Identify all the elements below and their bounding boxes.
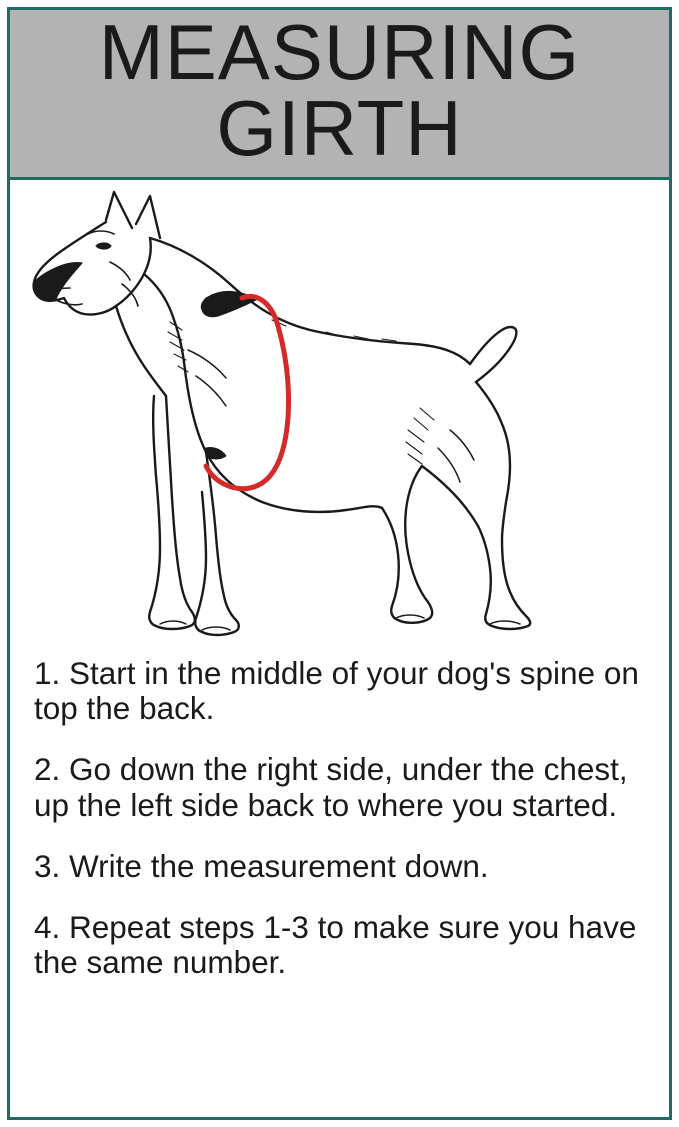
instruction-step-1: 1. Start in the middle of your dog's spine on top the back.	[34, 654, 639, 727]
instruction-step-3: 3. Write the measurement down.	[34, 847, 489, 884]
instruction-step-2: 2. Go down the right side, under the chest, up the left side back to where you started.	[34, 751, 628, 823]
girth-measuring-loop	[206, 296, 289, 488]
dog-illustration	[10, 180, 669, 650]
title-banner	[10, 10, 669, 180]
instruction-list	[10, 650, 669, 1117]
dog-line-drawing-svg	[10, 180, 669, 650]
measuring-girth-card	[7, 7, 672, 1120]
page-title-line-1: MEASURING	[98, 8, 581, 96]
instruction-step-4: 4. Repeat steps 1-3 to make sure you have the same number.	[34, 909, 637, 981]
page-title-line-2: GIRTH	[216, 84, 463, 173]
